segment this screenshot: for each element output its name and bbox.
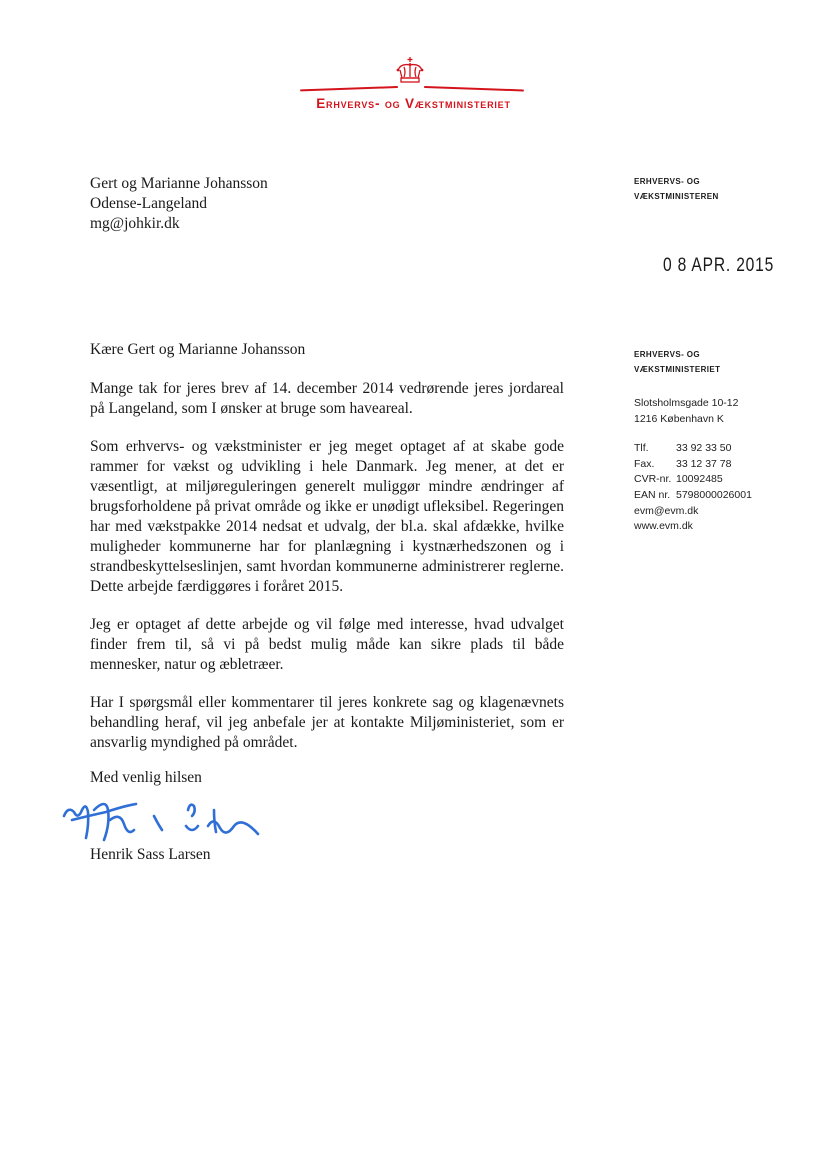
- recipient-email: mg@johkir.dk: [90, 215, 180, 232]
- postal-code-city: 1216 København K: [634, 412, 724, 425]
- contact-value: 10092485: [676, 473, 723, 486]
- recipient-location: Odense-Langeland: [90, 195, 208, 212]
- sender-title-line2: VÆKSTMINISTEREN: [634, 192, 719, 201]
- recipient-address: [90, 174, 268, 234]
- letterhead-rule-left: [300, 86, 398, 91]
- contact-email: evm@evm.dk: [634, 504, 699, 517]
- contact-label: Fax.: [634, 457, 655, 470]
- signer-name: Henrik Sass Larsen: [90, 846, 211, 863]
- contact-row-fax: [634, 457, 752, 473]
- closing-greeting: Med venlig hilsen: [90, 769, 202, 786]
- body-paragraph-1: Mange tak for jeres brev af 14. december 2014 vedrørende jeres jordareal på Langeland, som I ønsker at bruge som haveareal.: [90, 380, 564, 417]
- contact-info: [634, 396, 752, 535]
- recipient-name: Gert og Marianne Johansson: [90, 175, 268, 192]
- contact-row-cvr: [634, 472, 752, 488]
- handwritten-signature: [58, 790, 268, 850]
- sender-ministry-line1: ERHVERVS- OG: [634, 350, 700, 359]
- letterhead-rule-right: [424, 86, 524, 91]
- contact-value: 5798000026001: [676, 488, 752, 501]
- contact-row-phone: [634, 441, 752, 457]
- sender-title-line1: ERHVERVS- OG: [634, 177, 700, 186]
- crown-logo-icon: [393, 56, 427, 86]
- body-paragraph-2: Som erhvervs- og vækstminister er jeg meget optaget af at skabe gode rammer for vækst og udvikling i hele Danmark. Jeg mener, at det er væsentligt, at miljøreguleringen generelt muliggør mindre ændringer af brugsforholdene på privat område og ikke er unødigt ufleksibel. Regeringen har med vækstpakke 2014 nedsat et udvalg, der bl.a. skal afdække, hvilke muligheder kommunerne har for planlægning i kystnærhedszonen og i strandbeskyttelseslinjen, samt hvordan kommunerne administrerer reglerne. Dette arbejde færdiggøres i foråret 2015.: [90, 438, 564, 595]
- contact-label: EAN nr.: [634, 488, 671, 501]
- street-address: Slotsholmsgade 10-12: [634, 397, 739, 409]
- postal-address: [634, 396, 752, 427]
- salutation: Kære Gert og Marianne Johansson: [90, 341, 306, 358]
- sender-title-block: [634, 174, 719, 204]
- contact-row-ean: [634, 488, 752, 504]
- contact-label: Tlf.: [634, 442, 649, 455]
- ministry-name: Erhvervs- og Vækstministeriet: [316, 96, 511, 111]
- contact-website: www.evm.dk: [634, 520, 693, 533]
- sender-ministry-line2: VÆKSTMINISTERIET: [634, 365, 721, 374]
- contact-value: 33 12 37 78: [676, 457, 732, 470]
- letterhead: [0, 52, 827, 122]
- body-paragraph-4: Har I spørgsmål eller kommentarer til jeres konkrete sag og klagenævnets behandling heraf, vil jeg anbefale jer at kontakte Miljøministeriet, som er ansvarlig myndighed på området.: [90, 694, 564, 751]
- contact-label: CVR-nr.: [634, 473, 672, 486]
- date-stamp: 0 8 APR. 2015: [663, 255, 775, 276]
- body-paragraph-3: Jeg er optaget af dette arbejde og vil følge med interesse, hvad udvalget finder frem til, så vi på bedst mulig måde kan sikre plads til både mennesker, natur og æbletræer.: [90, 616, 564, 673]
- contact-value: 33 92 33 50: [676, 442, 732, 455]
- letter-body: [90, 340, 564, 771]
- sender-ministry-block: [634, 347, 720, 377]
